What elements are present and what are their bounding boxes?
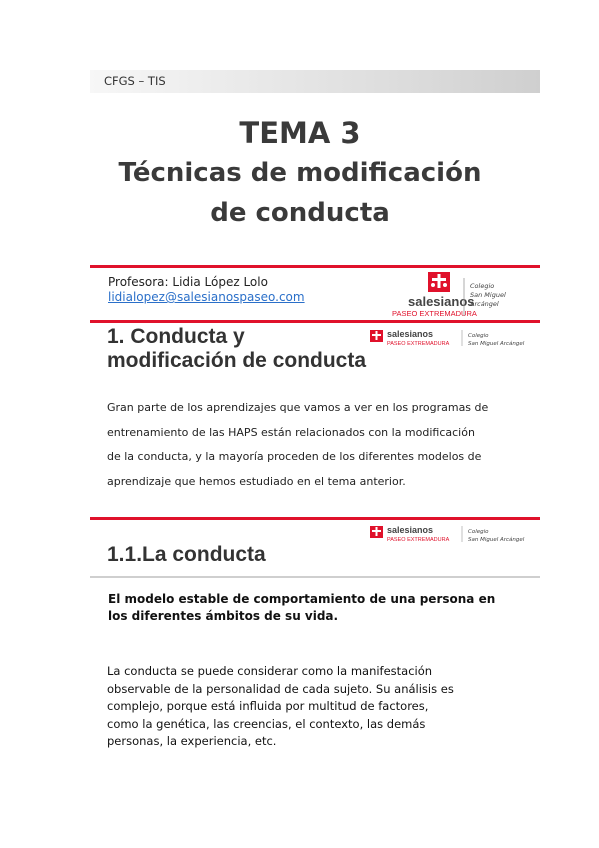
professor-email-link[interactable]: lidialopez@salesianospaseo.com <box>108 290 305 304</box>
page-title-line2: de conducta <box>210 198 390 228</box>
paragraph-line: complejo, porque está influida por multitud de factores, <box>107 699 429 713</box>
paragraph-line: personas, la experiencia, etc. <box>107 734 277 748</box>
svg-text:PASEO EXTREMADURA: PASEO EXTREMADURA <box>392 309 477 318</box>
svg-text:Colegio: Colegio <box>468 529 489 535</box>
definition-line: los diferentes ámbitos de su vida. <box>108 609 339 623</box>
svg-text:Colegio: Colegio <box>470 282 495 290</box>
salesianos-logo <box>368 270 536 320</box>
section2-paragraph <box>107 663 519 751</box>
section1-title-line1: 1. Conducta y <box>107 325 245 348</box>
section2-underline <box>90 576 540 578</box>
section2-divider <box>90 517 540 520</box>
salesianos-logo-small <box>370 328 546 348</box>
paragraph-line: como la genética, las creencias, el contexto, las demás <box>107 716 426 731</box>
salesianos-logo-graphic <box>368 270 536 320</box>
section1-paragraph <box>107 396 515 494</box>
svg-text:salesianos: salesianos <box>408 294 475 309</box>
definition-text <box>108 591 518 625</box>
svg-text:Arcángel: Arcángel <box>470 300 499 308</box>
svg-text:Colegio: Colegio <box>468 333 489 339</box>
paragraph-line: entrenamiento de las HAPS están relacionados con la modificación <box>107 425 475 439</box>
svg-text:San Miguel Arcángel: San Miguel Arcángel <box>468 537 525 543</box>
definition-line: El modelo estable de comportamiento de una persona en <box>108 592 496 606</box>
section1-divider <box>90 320 540 323</box>
svg-text:PASEO EXTREMADURA: PASEO EXTREMADURA <box>387 341 450 347</box>
paragraph-line: aprendizaje que hemos estudiado en el tema anterior. <box>107 474 406 488</box>
section2-title: 1.1.La conducta <box>107 543 266 566</box>
paragraph-line: La conducta se puede considerar como la manifestación <box>107 664 433 678</box>
salesianos-logo-small <box>370 524 546 544</box>
section1-title-line2: modificación de conducta <box>107 349 367 372</box>
paragraph-line: observable de la personalidad de cada sujeto. Su análisis es <box>107 681 454 696</box>
svg-text:salesianos: salesianos <box>387 525 434 535</box>
page-title-line1: Técnicas de modificación <box>118 158 482 188</box>
paragraph-line: Gran parte de los aprendizajes que vamos a ver en los programas de <box>107 401 489 414</box>
page-title-number: TEMA 3 <box>239 116 361 150</box>
divider-line <box>90 265 540 268</box>
paragraph-line: de la conducta, y la mayoría proceden de los diferentes modelos de <box>107 450 482 463</box>
svg-text:San Miguel: San Miguel <box>470 291 506 299</box>
svg-text:San Miguel Arcángel: San Miguel Arcángel <box>468 341 525 347</box>
svg-text:PASEO EXTREMADURA: PASEO EXTREMADURA <box>387 537 450 543</box>
professor-name: Profesora: Lidia López Lolo <box>108 275 268 289</box>
svg-text:salesianos: salesianos <box>387 329 434 339</box>
course-label: CFGS – TIS <box>104 74 166 88</box>
